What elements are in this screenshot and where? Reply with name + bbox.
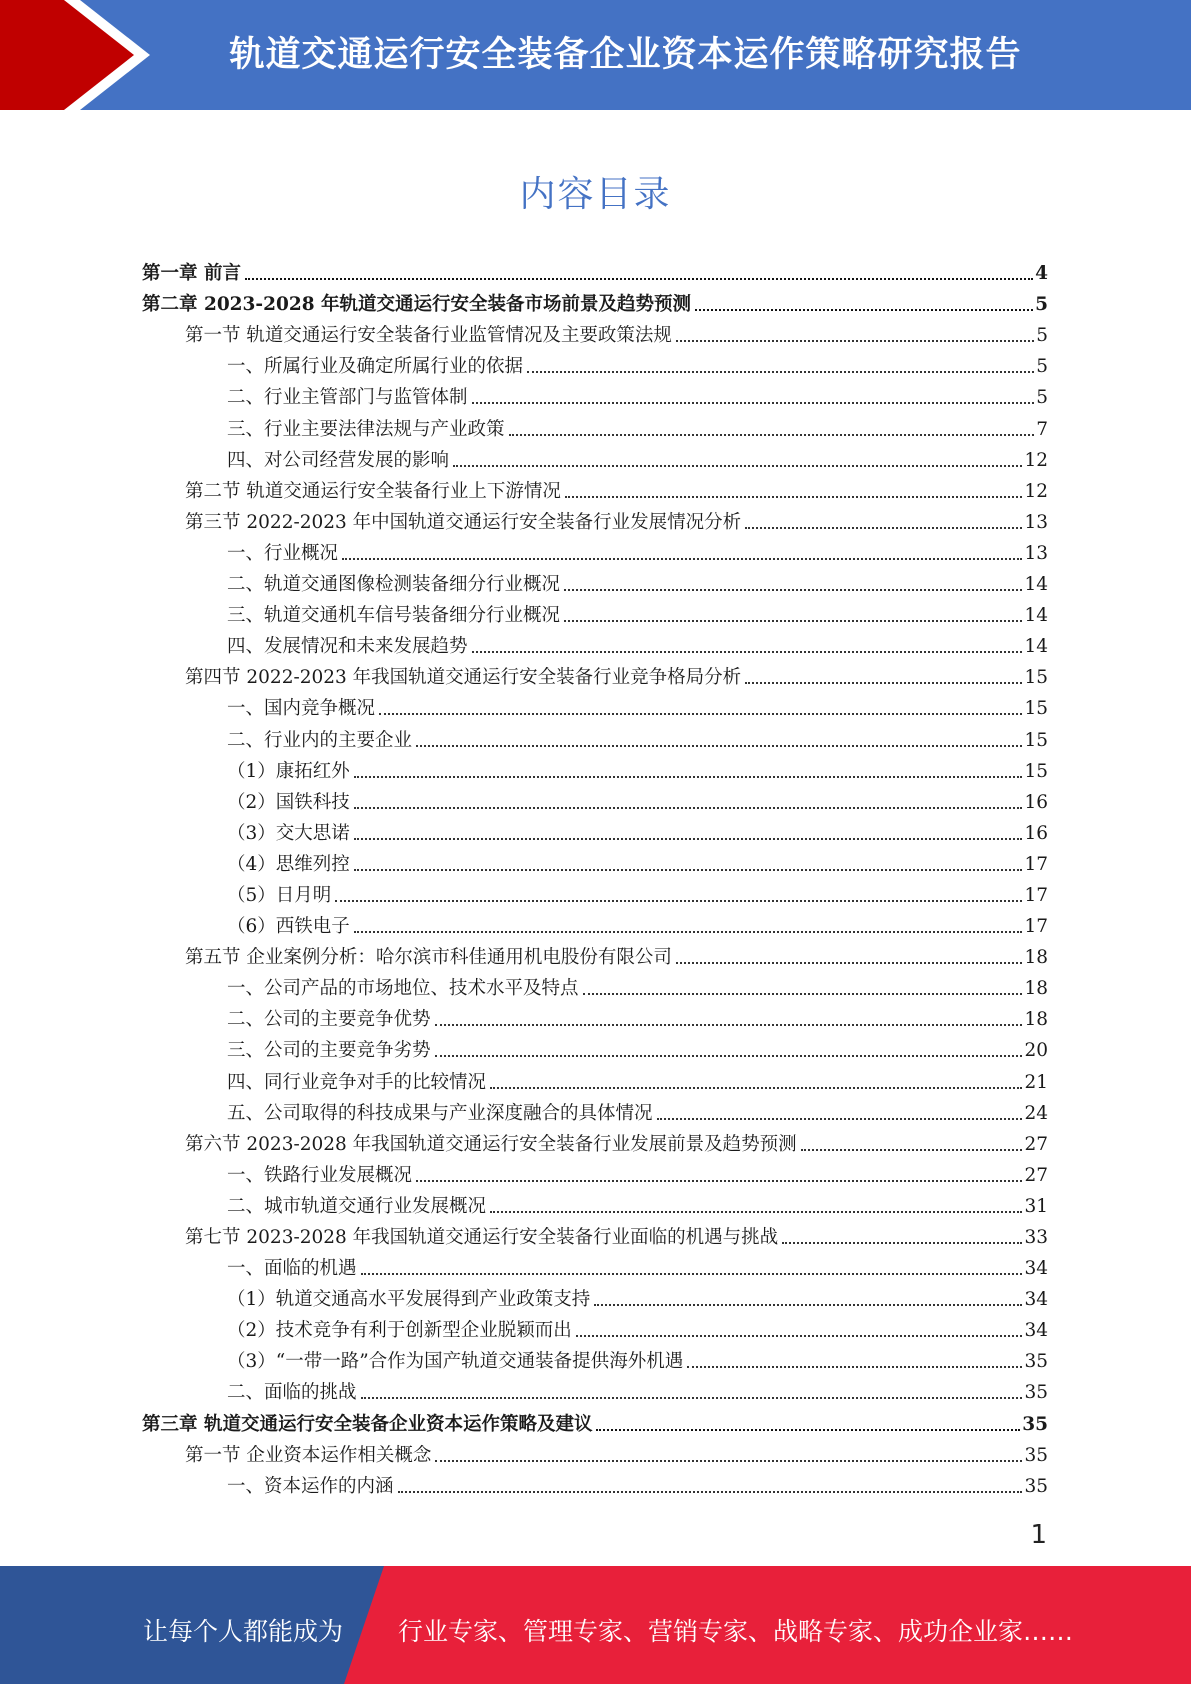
toc-entry-page: 27 bbox=[1024, 1133, 1048, 1155]
toc-entry-title: 第三章 轨道交通运行安全装备企业资本运作策略及建议 bbox=[142, 1413, 593, 1435]
toc-entry[interactable] bbox=[142, 1032, 1048, 1063]
toc-dot-leader bbox=[354, 869, 1023, 871]
footer-slogan-right: 行业专家、管理专家、营销专家、战略专家、成功企业家…… bbox=[398, 1617, 1074, 1646]
toc-entry[interactable] bbox=[142, 442, 1048, 473]
toc-entry[interactable] bbox=[142, 784, 1048, 815]
toc-entry[interactable] bbox=[142, 1468, 1048, 1499]
toc-entry-title: （4）思维列控 bbox=[227, 853, 350, 875]
toc-entry[interactable] bbox=[142, 286, 1048, 317]
report-title: 轨道交通运行安全装备企业资本运作策略研究报告 bbox=[229, 35, 1022, 75]
toc-entry-title: （3）交大思诺 bbox=[227, 822, 350, 844]
toc-entry[interactable] bbox=[142, 566, 1048, 597]
toc-entry-page: 35 bbox=[1024, 1475, 1048, 1497]
toc-entry[interactable] bbox=[142, 597, 1048, 628]
toc-entry-page: 21 bbox=[1024, 1071, 1048, 1093]
toc-entry-page: 18 bbox=[1024, 947, 1048, 969]
footer-slogan-left: 让每个人都能成为 bbox=[143, 1617, 344, 1646]
toc-entry[interactable] bbox=[142, 1374, 1048, 1405]
toc-entry[interactable] bbox=[142, 877, 1048, 908]
toc-dot-leader bbox=[354, 838, 1023, 840]
toc-entry-page: 18 bbox=[1024, 978, 1048, 1000]
toc-entry-title: 第一节 轨道交通运行安全装备行业监管情况及主要政策法规 bbox=[185, 325, 672, 347]
toc-entry-page: 35 bbox=[1022, 1413, 1048, 1435]
toc-dot-leader bbox=[745, 682, 1022, 684]
toc-entry-page: 14 bbox=[1024, 574, 1048, 596]
toc-entry-page: 35 bbox=[1024, 1444, 1048, 1466]
toc-dot-leader bbox=[782, 1242, 1022, 1244]
toc-dot-leader bbox=[564, 589, 1022, 591]
toc-entry[interactable] bbox=[142, 317, 1048, 348]
toc-entry-title: （2）技术竞争有利于创新型企业脱颖而出 bbox=[227, 1320, 572, 1342]
toc-entry-title: 一、公司产品的市场地位、技术水平及特点 bbox=[227, 978, 579, 1000]
toc-entry-title: 二、行业内的主要企业 bbox=[227, 729, 413, 751]
toc-entry-title: 二、公司的主要竞争优势 bbox=[227, 1009, 431, 1031]
toc-dot-leader bbox=[435, 1024, 1023, 1026]
toc-entry-title: 一、铁路行业发展概况 bbox=[227, 1164, 413, 1186]
toc-entry-title: （2）国铁科技 bbox=[227, 791, 350, 813]
toc-entry[interactable] bbox=[142, 1095, 1048, 1126]
toc-dot-leader bbox=[490, 1087, 1022, 1089]
toc-entry-page: 5 bbox=[1036, 387, 1048, 409]
toc-entry-page: 27 bbox=[1024, 1164, 1048, 1186]
toc-entry[interactable] bbox=[142, 1001, 1048, 1032]
toc-entry-title: 一、资本运作的内涵 bbox=[227, 1475, 394, 1497]
toc-dot-leader bbox=[596, 1429, 1020, 1431]
toc-dot-leader bbox=[490, 1211, 1022, 1213]
toc-entry-page: 13 bbox=[1024, 542, 1048, 564]
toc-dot-leader bbox=[527, 371, 1034, 373]
toc-entry-title: 第五节 企业案例分析：哈尔滨市科佳通用机电股份有限公司 bbox=[185, 947, 672, 969]
toc-dot-leader bbox=[435, 1460, 1022, 1462]
toc-entry[interactable] bbox=[142, 1219, 1048, 1250]
toc-entry[interactable] bbox=[142, 846, 1048, 877]
toc-entry-title: 四、发展情况和未来发展趋势 bbox=[227, 636, 468, 658]
toc-entry[interactable] bbox=[142, 1405, 1048, 1436]
toc-entry[interactable] bbox=[142, 1126, 1048, 1157]
toc-entry-page: 35 bbox=[1024, 1382, 1048, 1404]
page-number: 1 bbox=[1030, 1520, 1047, 1550]
toc-entry-page: 24 bbox=[1024, 1102, 1048, 1124]
toc-entry-page: 34 bbox=[1024, 1289, 1048, 1311]
toc-entry[interactable] bbox=[142, 659, 1048, 690]
toc-dot-leader bbox=[361, 1273, 1023, 1275]
toc-dot-leader bbox=[801, 1149, 1023, 1151]
toc-entry-title: 第一章 前言 bbox=[142, 263, 241, 285]
toc-entry-title: 第三节 2022-2023 年中国轨道交通运行安全装备行业发展情况分析 bbox=[185, 511, 742, 533]
toc-entry[interactable] bbox=[142, 753, 1048, 784]
toc-entry-title: （1）康拓红外 bbox=[227, 760, 350, 782]
toc-entry-title: 四、同行业竞争对手的比较情况 bbox=[227, 1071, 487, 1093]
toc-entry[interactable] bbox=[142, 1188, 1048, 1219]
toc-dot-leader bbox=[416, 1180, 1022, 1182]
toc-entry-title: 二、轨道交通图像检测装备细分行业概况 bbox=[227, 574, 561, 596]
toc-entry[interactable] bbox=[142, 1343, 1048, 1374]
toc-entry-title: 三、公司的主要竞争劣势 bbox=[227, 1040, 431, 1062]
toc-dot-leader bbox=[576, 1335, 1023, 1337]
toc-entry-page: 17 bbox=[1024, 916, 1048, 938]
toc-entry-title: （5）日月明 bbox=[227, 884, 332, 906]
toc-entry[interactable] bbox=[142, 1312, 1048, 1343]
toc-entry-page: 14 bbox=[1024, 605, 1048, 627]
toc-entry-title: （6）西铁电子 bbox=[227, 916, 350, 938]
toc-dot-leader bbox=[398, 1491, 1023, 1493]
toc-entry[interactable] bbox=[142, 815, 1048, 846]
toc-entry-title: 三、行业主要法律法规与产业政策 bbox=[227, 418, 505, 440]
toc-dot-leader bbox=[354, 776, 1023, 778]
toc-entry-title: 第二章 2023-2028 年轨道交通运行安全装备市场前景及趋势预测 bbox=[142, 294, 692, 316]
toc-entry-page: 20 bbox=[1024, 1040, 1048, 1062]
toc-dot-leader bbox=[565, 496, 1023, 498]
toc-dot-leader bbox=[416, 745, 1022, 747]
toc-entry-title: 二、行业主管部门与监管体制 bbox=[227, 387, 468, 409]
toc-dot-leader bbox=[687, 1366, 1022, 1368]
toc-entry[interactable] bbox=[142, 721, 1048, 752]
toc-dot-leader bbox=[583, 993, 1023, 995]
toc-dot-leader bbox=[472, 402, 1035, 404]
toc-entry-title: 五、公司取得的科技成果与产业深度融合的具体情况 bbox=[227, 1102, 653, 1124]
toc-entry-page: 15 bbox=[1024, 760, 1048, 782]
toc-entry-page: 31 bbox=[1024, 1195, 1048, 1217]
toc-dot-leader bbox=[594, 1304, 1022, 1306]
toc-entry-page: 15 bbox=[1024, 667, 1048, 689]
toc-entry-title: 一、面临的机遇 bbox=[227, 1258, 357, 1280]
toc-entry[interactable] bbox=[142, 1437, 1048, 1468]
toc-dot-leader bbox=[453, 465, 1022, 467]
toc-dot-leader bbox=[245, 278, 1033, 280]
toc-entry-title: 二、面临的挑战 bbox=[227, 1382, 357, 1404]
toc-entry-title: 一、所属行业及确定所属行业的依据 bbox=[227, 356, 524, 378]
toc-entry-title: 第四节 2022-2023 年我国轨道交通运行安全装备行业竞争格局分析 bbox=[185, 667, 742, 689]
toc-dot-leader bbox=[335, 900, 1022, 902]
toc-dot-leader bbox=[354, 807, 1023, 809]
toc-dot-leader bbox=[342, 558, 1022, 560]
toc-entry-page: 14 bbox=[1024, 636, 1048, 658]
toc-entry[interactable] bbox=[142, 690, 1048, 721]
toc-entry-page: 18 bbox=[1024, 1009, 1048, 1031]
toc-entry-title: 二、城市轨道交通行业发展概况 bbox=[227, 1195, 487, 1217]
toc-dot-leader bbox=[676, 340, 1034, 342]
toc-dot-leader bbox=[354, 931, 1023, 933]
toc-entry-page: 5 bbox=[1036, 325, 1048, 347]
toc-entry-page: 17 bbox=[1024, 884, 1048, 906]
toc-dot-leader bbox=[435, 1055, 1023, 1057]
toc-entry-page: 16 bbox=[1024, 791, 1048, 813]
toc-entry-title: （1）轨道交通高水平发展得到产业政策支持 bbox=[227, 1289, 591, 1311]
toc-entry-title: 第六节 2023-2028 年我国轨道交通运行安全装备行业发展前景及趋势预测 bbox=[185, 1133, 797, 1155]
toc-dot-leader bbox=[509, 434, 1035, 436]
toc-dot-leader bbox=[657, 1118, 1023, 1120]
toc-entry-page: 16 bbox=[1024, 822, 1048, 844]
toc-entry-title: 第二节 轨道交通运行安全装备行业上下游情况 bbox=[185, 480, 561, 502]
toc-entry-page: 15 bbox=[1024, 698, 1048, 720]
toc-title: 内容目录 bbox=[519, 174, 672, 215]
toc-dot-leader bbox=[676, 962, 1023, 964]
toc-entry-page: 12 bbox=[1024, 480, 1048, 502]
toc-entry[interactable] bbox=[142, 970, 1048, 1001]
toc-entry-page: 15 bbox=[1024, 729, 1048, 751]
toc-dot-leader bbox=[564, 620, 1022, 622]
toc-entry-title: 一、国内竞争概况 bbox=[227, 698, 376, 720]
toc-entry[interactable] bbox=[142, 379, 1048, 410]
toc-entry-title: 三、轨道交通机车信号装备细分行业概况 bbox=[227, 605, 561, 627]
toc-entry[interactable] bbox=[142, 908, 1048, 939]
toc-entry-page: 17 bbox=[1024, 853, 1048, 875]
toc-entry-title: 第七节 2023-2028 年我国轨道交通运行安全装备行业面临的机遇与挑战 bbox=[185, 1227, 779, 1248]
toc-entry[interactable] bbox=[142, 1063, 1048, 1094]
toc-entry[interactable] bbox=[142, 628, 1048, 659]
toc-entry[interactable] bbox=[142, 535, 1048, 566]
toc-entry[interactable] bbox=[142, 939, 1048, 970]
toc-entry-page: 34 bbox=[1024, 1258, 1048, 1280]
toc-entry-title: 第一节 企业资本运作相关概念 bbox=[185, 1444, 432, 1466]
toc-dot-leader bbox=[695, 309, 1033, 311]
toc-dot-leader bbox=[745, 527, 1022, 529]
toc-entry-page: 33 bbox=[1024, 1227, 1048, 1248]
toc-entry[interactable] bbox=[142, 1281, 1048, 1312]
toc-dot-leader bbox=[472, 651, 1023, 653]
toc-entry[interactable] bbox=[142, 255, 1048, 286]
toc-entry[interactable] bbox=[142, 348, 1048, 379]
toc-entry-title: （3）“一带一路”合作为国产轨道交通装备提供海外机遇 bbox=[227, 1351, 684, 1373]
toc-dot-leader bbox=[379, 713, 1022, 715]
toc-entry-page: 12 bbox=[1024, 449, 1048, 471]
toc-entry-title: 四、对公司经营发展的影响 bbox=[227, 449, 450, 471]
toc-entry[interactable] bbox=[142, 504, 1048, 535]
toc-entry-page: 13 bbox=[1024, 511, 1048, 533]
toc-entry-title: 一、行业概况 bbox=[227, 542, 339, 564]
toc-entry[interactable] bbox=[142, 473, 1048, 504]
toc-entry-page: 5 bbox=[1035, 294, 1048, 316]
toc-dot-leader bbox=[361, 1397, 1023, 1399]
table-of-contents bbox=[142, 255, 1048, 1499]
toc-entry-page: 7 bbox=[1036, 418, 1048, 440]
toc-entry[interactable] bbox=[142, 1157, 1048, 1188]
toc-entry[interactable] bbox=[142, 410, 1048, 441]
toc-entry[interactable] bbox=[142, 1250, 1048, 1281]
toc-entry-page: 35 bbox=[1024, 1351, 1048, 1373]
toc-entry-page: 4 bbox=[1035, 263, 1048, 285]
toc-entry-page: 34 bbox=[1024, 1320, 1048, 1342]
toc-entry-page: 5 bbox=[1036, 356, 1048, 378]
